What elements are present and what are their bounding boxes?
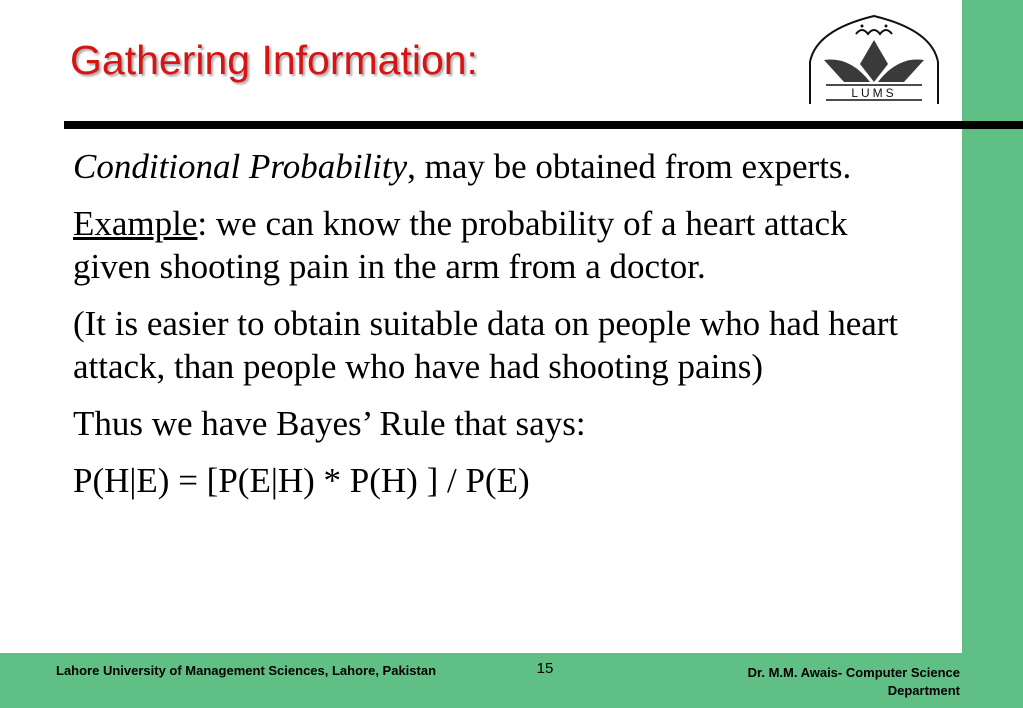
term-conditional-probability: Conditional Probability [73,147,408,186]
page-number: 15 [536,660,554,677]
title-divider [64,121,1023,129]
slide-title: Gathering Information: [70,37,478,83]
lums-logo-icon [804,12,944,108]
footer-author: Dr. M.M. Awais- Computer Science Department [747,665,960,698]
footer-institution: Lahore University of Management Sciences, Lahore, Pakistan [56,663,437,678]
bayes-formula: P(H|E) = [P(E|H) * P(H) ] / P(E) [73,461,530,500]
paragraph-text: , may be obtained from experts. [407,147,852,186]
paragraph-bayes-intro: Thus we have Bayes’ Rule that says: [73,404,586,443]
paragraph-text: : we can know the probability of a heart attack given shooting pain in the arm from a doctor. [73,204,848,286]
paragraph-note: (It is easier to obtain suitable data on people who had heart attack, than people who have had shooting pains) [73,304,899,386]
paragraph-example [73,202,903,288]
right-green-band [962,0,1023,708]
logo-text: LUMS [851,86,897,100]
slide-body [73,145,903,516]
paragraph-conditional-probability [73,145,903,188]
example-label: Example [73,204,198,243]
